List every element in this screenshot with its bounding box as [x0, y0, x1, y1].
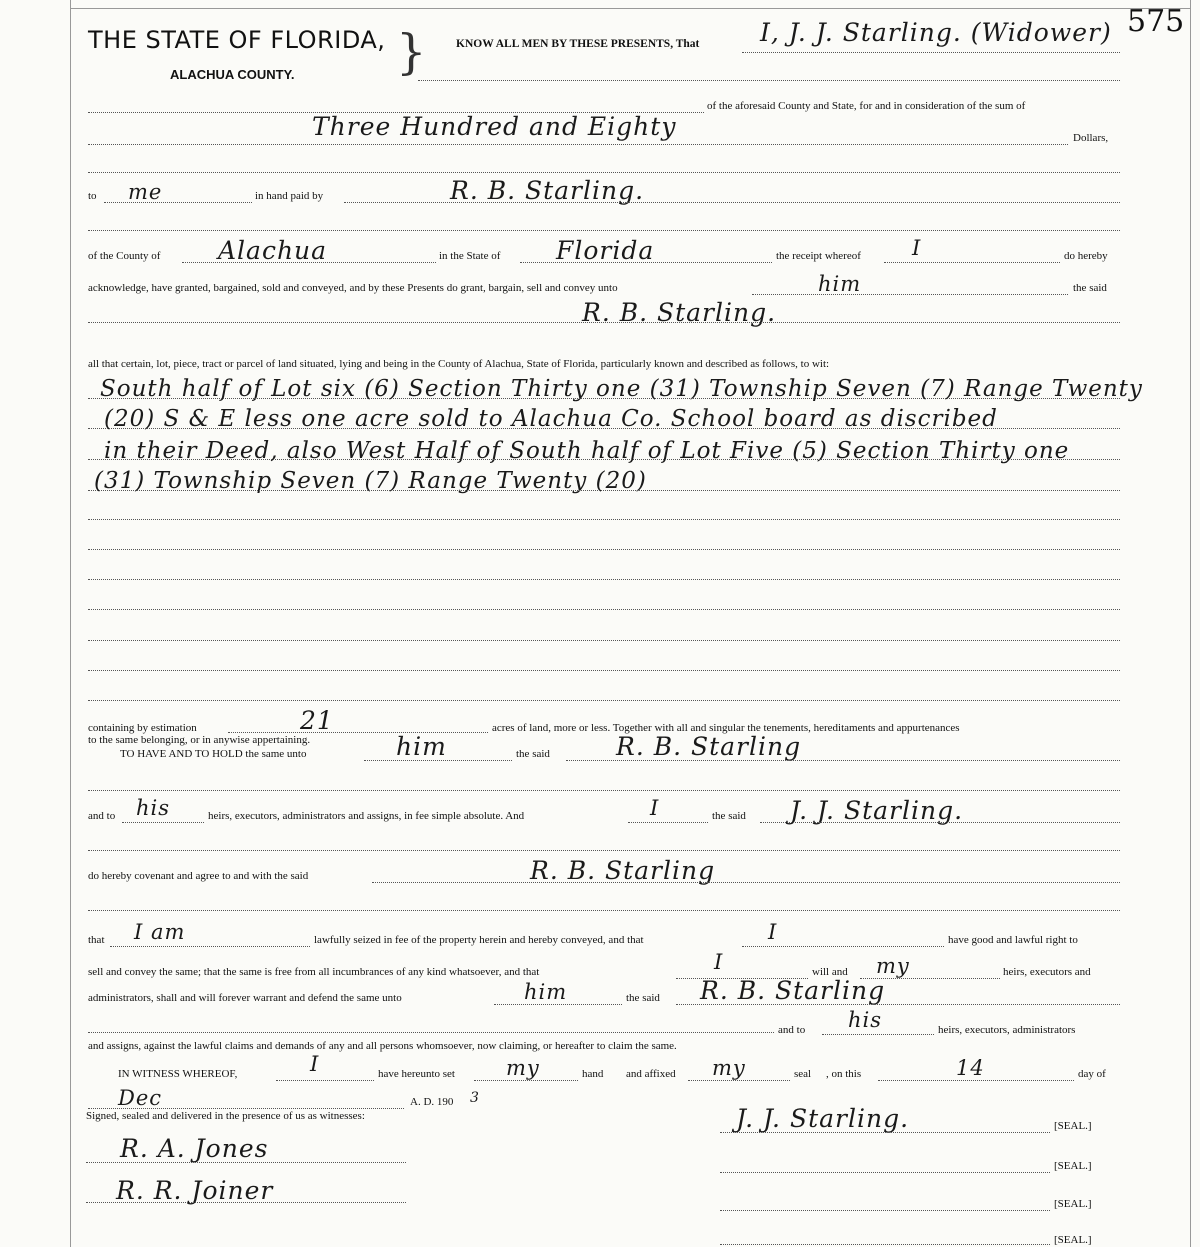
- to-line: [104, 202, 252, 203]
- witness1-signature: R. A. Jones: [120, 1134, 269, 1163]
- in-hand-text: in hand paid by: [255, 190, 324, 202]
- admin-line-2: [88, 1032, 774, 1033]
- day-of-text: day of: [1078, 1068, 1106, 1080]
- admin-grantee-handwritten: R. B. Starling: [700, 976, 886, 1005]
- witness-i-line: [276, 1080, 374, 1081]
- of-county-text: of the County of: [88, 250, 161, 262]
- acknowledge-text: acknowledge, have granted, bargained, sold and conveyed, and by these Presents do grant, bargain, sell and convey unto: [88, 282, 618, 294]
- and-handwritten: I: [650, 796, 660, 820]
- sig-line-1: [720, 1132, 1050, 1133]
- receipt-line-fill: [884, 262, 1060, 263]
- land-desc-line-3: in their Deed, also West Half of South half of Lot Five (5) Section Thirty one: [104, 438, 1070, 464]
- do-hereby-text: do hereby: [1064, 250, 1108, 262]
- signed-text: Signed, sealed and delivered in the presence of us as witnesses:: [86, 1110, 365, 1122]
- seal-text: seal: [794, 1068, 812, 1080]
- payer-line: [344, 202, 1120, 203]
- habendum-unto-line: [364, 760, 512, 761]
- seized-text: lawfully seized in fee of the property herein and hereby conveyed, and that: [314, 934, 644, 946]
- witness-text: IN WITNESS WHEREOF,: [118, 1068, 238, 1080]
- on-this-text: , on this: [826, 1068, 862, 1080]
- hand-text: hand: [582, 1068, 604, 1080]
- month-line: [88, 1108, 404, 1109]
- habendum-unto-handwritten: him: [396, 732, 447, 761]
- habendum-grantee-line: [566, 760, 1120, 761]
- his-handwritten: his: [136, 796, 171, 820]
- habendum-text: TO HAVE AND TO HOLD the same unto: [120, 748, 307, 760]
- will-and-text: will and: [812, 966, 848, 978]
- covenant-line: [372, 882, 1120, 883]
- sum-handwritten: Three Hundred and Eighty: [312, 112, 677, 141]
- receipt-handwritten: I: [912, 236, 922, 260]
- right-margin-line: [1190, 0, 1191, 1247]
- heirs-grantor-line: [760, 822, 1120, 823]
- sig-line-2: [720, 1172, 1050, 1173]
- desc-line-1: [88, 398, 1120, 399]
- grantee-line-1: [88, 322, 1120, 323]
- line-e: [88, 850, 1120, 851]
- habendum-said-text: the said: [516, 748, 550, 760]
- acres-handwritten: 21: [300, 706, 334, 735]
- land-desc-line-1: South half of Lot six (6) Section Thirty one (31) Township Seven (7) Range Twenty: [100, 376, 1143, 402]
- heirs-text: heirs, executors, administrators and assigns, in fee simple absolute. And: [208, 810, 525, 822]
- affixed-text: and affixed: [626, 1068, 676, 1080]
- line-b: [88, 172, 1120, 173]
- sell-that-handwritten: I: [714, 950, 724, 974]
- sig-line-3: [720, 1210, 1050, 1211]
- desc-line-10: [88, 670, 1120, 671]
- receipt-text: the receipt whereof: [776, 250, 861, 262]
- witness-my2-line: [688, 1080, 790, 1081]
- containing-text: containing by estimation: [88, 722, 197, 734]
- that-line: [110, 946, 310, 947]
- admin-his-handwritten: his: [848, 1008, 883, 1032]
- desc-line-5: [88, 519, 1120, 520]
- assigns-text: and assigns, against the lawful claims and demands of any and all persons whomsoever, now claiming, or hereafter to claim the same.: [88, 1040, 677, 1052]
- land-desc-line-2: (20) S & E less one acre sold to Alachua Co. School board as discribed: [104, 406, 998, 432]
- sum-line: [88, 144, 1068, 145]
- witness-line-2: [86, 1202, 406, 1203]
- admin-unto-handwritten: him: [524, 980, 568, 1004]
- in-state-text: in the State of: [439, 250, 501, 262]
- admin-said-text: the said: [626, 992, 660, 1004]
- witness-my-handwritten: my: [506, 1056, 540, 1080]
- ad-text: A. D. 190: [410, 1096, 454, 1108]
- witness-my-line: [474, 1080, 578, 1081]
- his-line: [122, 822, 204, 823]
- left-margin-line: [70, 0, 71, 1247]
- that-text: that: [88, 934, 105, 946]
- and-line: [628, 822, 708, 823]
- acres-line: [228, 732, 488, 733]
- admin-grantee-line: [676, 1004, 1120, 1005]
- grantor-line: [742, 52, 1120, 53]
- right-text: have good and lawful right to: [948, 934, 1078, 946]
- that2-line: [742, 946, 944, 947]
- desc-line-3: [88, 459, 1120, 460]
- state-line-fill: [520, 262, 772, 263]
- county-handwritten: Alachua: [218, 236, 328, 265]
- grantor-handwritten: I, J. J. Starling. (Widower): [760, 18, 1112, 47]
- line-d: [88, 790, 1120, 791]
- witness-i-handwritten: I: [310, 1052, 320, 1076]
- acres-text: acres of land, more or less. Together with all and singular the tenements, hereditaments and appurtenances: [492, 722, 960, 734]
- heirs-grantor-handwritten: J. J. Starling.: [790, 796, 964, 825]
- day-handwritten: 14: [956, 1056, 985, 1080]
- month-handwritten: Dec: [118, 1086, 163, 1110]
- state-title: THE STATE OF FLORIDA,: [88, 26, 386, 54]
- payer-handwritten: R. B. Starling.: [450, 176, 645, 205]
- covenant-text: do hereby covenant and agree to and with the said: [88, 870, 309, 882]
- seal-label-1: [SEAL.]: [1054, 1120, 1092, 1132]
- desc-line-2: [88, 428, 1120, 429]
- desc-line-11: [88, 700, 1120, 701]
- unto-line: [752, 294, 1068, 295]
- sell-heirs-text: heirs, executors and: [1003, 966, 1091, 978]
- belonging-text: to the same belonging, or in anywise appertaining.: [88, 734, 311, 746]
- dollars-text: Dollars,: [1073, 132, 1109, 144]
- witness-my2-handwritten: my: [712, 1056, 746, 1080]
- year-handwritten: 3: [470, 1090, 480, 1106]
- unto-handwritten: him: [818, 272, 862, 296]
- to-text: to: [88, 190, 97, 202]
- aforesaid-text: of the aforesaid County and State, for and in consideration of the sum of: [707, 100, 1026, 112]
- sig-line-4: [720, 1244, 1050, 1245]
- covenant-grantee-handwritten: R. B. Starling: [530, 856, 716, 885]
- have-set-text: have hereunto set: [378, 1068, 455, 1080]
- header-line-2: [418, 80, 1120, 81]
- land-intro-text: all that certain, lot, piece, tract or parcel of land situated, lying and being in the County of Alachua, State of Florida, particularly known and described as follows, to wit:: [88, 358, 830, 370]
- that2-handwritten: I: [768, 920, 778, 944]
- seal-label-3: [SEAL.]: [1054, 1198, 1092, 1210]
- desc-line-9: [88, 640, 1120, 641]
- seal-label-4: [SEAL.]: [1054, 1234, 1092, 1246]
- grantee-handwritten-1: R. B. Starling.: [582, 298, 777, 327]
- state-handwritten: Florida: [556, 236, 655, 265]
- heirs-said-text: the said: [712, 810, 746, 822]
- witness2-signature: R. R. Joiner: [116, 1176, 274, 1205]
- top-margin-line: [70, 8, 1190, 9]
- county-title: ALACHUA COUNTY.: [170, 67, 295, 82]
- land-desc-line-4: (31) Township Seven (7) Range Twenty (20): [94, 468, 647, 494]
- grantor-signature: J. J. Starling.: [736, 1104, 910, 1133]
- the-said-text-1: the said: [1073, 282, 1107, 294]
- admin-unto-line: [494, 1004, 622, 1005]
- know-all-text: KNOW ALL MEN BY THESE PRESENTS, That: [456, 38, 700, 50]
- page-number: 575: [1127, 4, 1185, 39]
- that-handwritten: I am: [134, 920, 186, 944]
- desc-line-8: [88, 609, 1120, 610]
- desc-line-4: [88, 490, 1120, 491]
- day-line: [878, 1080, 1074, 1081]
- admin-text: administrators, shall and will forever warrant and defend the same unto: [88, 992, 402, 1004]
- witness-line-1: [86, 1162, 406, 1163]
- sell-text: sell and convey the same; that the same is free from all incumbrances of any kind whatsoever, and that: [88, 966, 540, 978]
- and-to-text: and to: [88, 810, 116, 822]
- line-c: [88, 230, 1120, 231]
- sell-my-handwritten: my: [876, 954, 910, 978]
- admin-his-line: [822, 1034, 934, 1035]
- admin-heirs-text: heirs, executors, administrators: [938, 1024, 1076, 1036]
- desc-line-7: [88, 579, 1120, 580]
- header-brace: }: [396, 24, 427, 80]
- to-handwritten: me: [128, 180, 163, 204]
- desc-line-6: [88, 549, 1120, 550]
- admin-and-to-text: and to: [778, 1024, 806, 1036]
- seal-label-2: [SEAL.]: [1054, 1160, 1092, 1172]
- habendum-grantee-handwritten: R. B. Starling: [616, 732, 802, 761]
- county-line-fill: [182, 262, 436, 263]
- line-f: [88, 910, 1120, 911]
